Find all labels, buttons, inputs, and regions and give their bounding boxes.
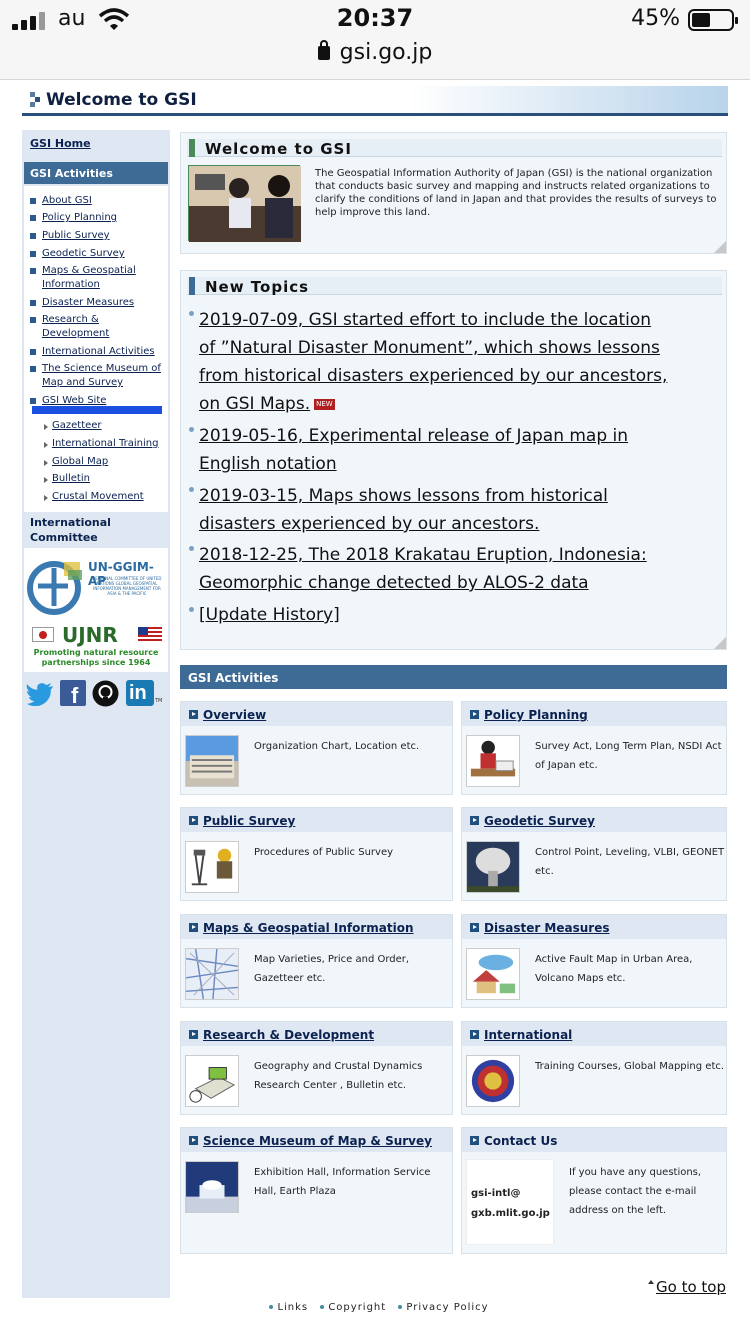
card-overview	[180, 701, 453, 795]
unggim-subtitle: REGIONAL COMMITTEE OF UNITED NATIONS GLOBAL GEOSPATIAL INFORMATION MANAGEMENT FOR ASIA & THE PACIFIC	[92, 576, 162, 596]
new-topics-title: New Topics	[205, 278, 310, 296]
card-maps	[180, 914, 453, 1008]
footer-bullet-icon	[320, 1305, 324, 1309]
sidebar-subitem-global-map[interactable]: Global Map	[44, 456, 108, 467]
topic-3-line-2: disasters experienced by our ancestors.	[199, 514, 540, 534]
arrow-icon	[189, 923, 198, 932]
card-contact	[461, 1127, 727, 1254]
sidebar-subitem-bulletin[interactable]: Bulletin	[44, 473, 90, 484]
up-arrow-icon	[648, 1280, 654, 1284]
surveyors-image-icon	[189, 166, 301, 242]
update-history-link[interactable]: [Update History]	[199, 605, 340, 625]
card-geodetic-desc: Control Point, Leveling, VLBI, GEONET etc.	[535, 847, 725, 877]
topic-4-line-2: Geomorphic change detected by ALOS-2 data	[199, 573, 589, 593]
sidebar-subitem-training[interactable]: International Training	[44, 438, 158, 449]
welcome-photo	[188, 165, 300, 241]
sidebar-item-international[interactable]: International Activities	[30, 345, 164, 359]
topic-bullet-icon	[189, 311, 194, 316]
globe-image-icon	[466, 1055, 520, 1107]
topic-2-line-2: English notation	[199, 454, 337, 474]
card-policy	[461, 701, 727, 795]
carrier: au	[58, 6, 86, 31]
battery-percent: 45%	[631, 6, 680, 31]
sidebar-subitem-crustal[interactable]: Crustal Movement	[44, 491, 144, 502]
research-image-icon	[185, 1055, 239, 1107]
card-overview-desc: Organization Chart, Location etc.	[254, 741, 420, 752]
radio-telescope-image-icon	[466, 841, 520, 893]
museum-image-icon	[185, 1161, 239, 1213]
card-maps-title[interactable]: Maps & Geospatial Information	[203, 921, 414, 935]
ujnr-tagline-line-2: partnerships since 1964	[41, 658, 151, 667]
topic-link-2[interactable]	[199, 422, 719, 478]
card-contact-desc: If you have any questions, please contact the e-mail address on the left.	[569, 1167, 702, 1216]
sidebar-item-research[interactable]: Research & Development	[30, 313, 130, 341]
sidebar-item-about[interactable]: About GSI	[30, 194, 160, 208]
lock-icon	[318, 46, 330, 60]
topic-3-line-1: 2019-03-15, Maps shows lessons from historical	[199, 486, 608, 506]
card-museum	[180, 1127, 453, 1254]
card-policy-desc: Survey Act, Long Term Plan, NSDI Act of Japan etc.	[535, 741, 722, 771]
japan-flag-icon	[32, 627, 54, 642]
topic-bullet-icon	[189, 427, 194, 432]
sidebar-subitem-gazetteer[interactable]: Gazetteer	[44, 420, 102, 431]
arrow-icon	[470, 1030, 479, 1039]
sidebar-item-public-survey[interactable]: Public Survey	[30, 229, 160, 243]
battery-icon	[688, 9, 734, 31]
card-maps-desc: Map Varieties, Price and Order, Gazetteer etc.	[254, 954, 410, 984]
new-topics-header	[187, 277, 722, 295]
card-overview-title[interactable]: Overview	[203, 708, 267, 722]
us-flag-icon	[138, 627, 162, 642]
footer-links	[0, 1302, 750, 1313]
topic-link-1[interactable]	[199, 306, 719, 418]
card-disaster-desc: Active Fault Map in Urban Area, Volcano Maps etc.	[535, 954, 693, 984]
contact-email	[466, 1159, 554, 1245]
card-research	[180, 1021, 453, 1115]
card-research-title[interactable]: Research & Development	[203, 1028, 375, 1042]
ujnr-tagline	[24, 648, 168, 668]
new-topics-panel	[180, 270, 727, 650]
email-line-1: gsi-intl@	[471, 1188, 521, 1199]
topic-bullet-icon	[189, 487, 194, 492]
sidebar-item-geodetic[interactable]: Geodetic Survey	[30, 247, 160, 261]
disaster-image-icon	[466, 948, 520, 1000]
sidebar-item-web-site[interactable]: GSI Web Site	[30, 394, 160, 408]
welcome-text: The Geospatial Information Authority of Japan (GSI) is the national organization that conducts basic survey and mapping and instructs related organizations to clarify the conditions of land in Japan and that provides the results of surveys to help improve this land.	[315, 168, 717, 218]
unggim-name: UN-GGIM-AP	[88, 560, 154, 588]
arrow-icon	[189, 1136, 198, 1145]
twitter-icon[interactable]	[26, 682, 54, 706]
topic-link-4[interactable]	[199, 541, 719, 597]
card-public-survey	[180, 807, 453, 901]
card-public-survey-desc: Procedures of Public Survey	[254, 847, 394, 858]
url-text: gsi.go.jp	[339, 40, 433, 65]
card-public-survey-title[interactable]: Public Survey	[203, 814, 296, 828]
welcome-panel	[180, 132, 727, 254]
welcome-panel-header	[187, 139, 722, 157]
footer-privacy-link[interactable]: Privacy Policy	[406, 1302, 489, 1313]
surveyor-image-icon	[185, 841, 239, 893]
welcome-panel-title: Welcome to GSI	[205, 140, 352, 158]
page-title: Welcome to GSI	[46, 90, 197, 110]
card-research-desc: Geography and Crustal Dynamics Research Center , Bulletin etc.	[254, 1061, 423, 1091]
linkedin-icon[interactable]: in	[126, 680, 154, 706]
arrow-icon	[470, 1136, 479, 1145]
active-indicator	[32, 406, 162, 414]
arrow-icon	[189, 816, 198, 825]
building-image-icon	[185, 735, 239, 787]
sidebar-item-policy[interactable]: Policy Planning	[30, 211, 160, 225]
sidebar-activities-header: GSI Activities	[24, 162, 168, 184]
arrow-icon	[189, 710, 198, 719]
header-mark-icon	[30, 92, 42, 110]
card-disaster	[461, 914, 727, 1008]
sidebar-home-link[interactable]: GSI Home	[24, 132, 168, 154]
unggim-logo[interactable]	[24, 554, 168, 618]
sidebar	[22, 130, 170, 1298]
ujnr-name: UJNR	[62, 623, 118, 647]
footer-copyright-link[interactable]: Copyright	[328, 1302, 387, 1313]
topic-link-3[interactable]	[199, 482, 719, 538]
card-contact-title: Contact Us	[484, 1134, 558, 1148]
sidebar-item-maps[interactable]: Maps & Geospatial Information	[30, 264, 142, 292]
topic-2-line-1: 2019-05-16, Experimental release of Japan map in	[199, 426, 629, 446]
card-international	[461, 1021, 727, 1115]
github-icon[interactable]	[92, 680, 119, 707]
topic-1-line-1: 2019-07-09, GSI started effort to include the location	[199, 310, 652, 330]
sidebar-intl-header: International Committee	[24, 512, 168, 548]
card-museum-title[interactable]: Science Museum of Map & Survey	[203, 1134, 432, 1148]
linkedin-tm: TM	[155, 698, 163, 704]
clock: 20:37	[336, 4, 414, 32]
card-geodetic	[461, 807, 727, 901]
arrow-icon	[470, 816, 479, 825]
sidebar-item-museum[interactable]: The Science Museum of Map and Survey	[30, 362, 164, 390]
topic-1-line-2: of ”Natural Disaster Monument”, which shows lessons	[199, 338, 660, 358]
facebook-icon[interactable]: f	[60, 680, 86, 706]
card-museum-desc: Exhibition Hall, Information Service Hall, Earth Plaza	[254, 1167, 431, 1197]
footer-bullet-icon	[269, 1305, 273, 1309]
card-policy-title[interactable]: Policy Planning	[484, 708, 588, 722]
go-to-top-link[interactable]: Go to top	[656, 1278, 726, 1296]
topic-bullet-icon	[189, 607, 194, 612]
address-bar[interactable]	[0, 40, 750, 65]
topic-4-line-1: 2018-12-25, The 2018 Krakatau Eruption, Indonesia:	[199, 545, 647, 565]
panel-corner	[714, 241, 726, 253]
topic-1-line-3: from historical disasters experienced by our ancestors,	[199, 366, 668, 386]
new-badge: NEW	[316, 399, 333, 408]
activities-header: GSI Activities	[180, 665, 727, 689]
arrow-icon	[189, 1030, 198, 1039]
planner-image-icon	[466, 735, 520, 787]
footer-bullet-icon	[398, 1305, 402, 1309]
topic-1-line-4: on GSI Maps.	[199, 394, 311, 414]
map-image-icon	[185, 948, 239, 1000]
card-disaster-title[interactable]: Disaster Measures	[484, 921, 610, 935]
card-international-title[interactable]: International	[484, 1028, 573, 1042]
footer-links-link[interactable]: Links	[277, 1302, 309, 1313]
card-international-desc: Training Courses, Global Mapping etc.	[535, 1061, 725, 1072]
panel-corner	[714, 637, 726, 649]
card-geodetic-title[interactable]: Geodetic Survey	[484, 814, 595, 828]
sidebar-item-disaster[interactable]: Disaster Measures	[30, 296, 160, 310]
social-links	[22, 678, 170, 710]
site-header	[22, 86, 728, 116]
status-bar	[0, 0, 750, 80]
ujnr-logo[interactable]	[24, 622, 168, 672]
arrow-icon	[470, 710, 479, 719]
topic-bullet-icon	[189, 546, 194, 551]
arrow-icon	[470, 923, 479, 932]
email-line-2: gxb.mlit.go.jp	[471, 1208, 550, 1219]
ujnr-tagline-line-1: Promoting natural resource	[33, 648, 159, 657]
